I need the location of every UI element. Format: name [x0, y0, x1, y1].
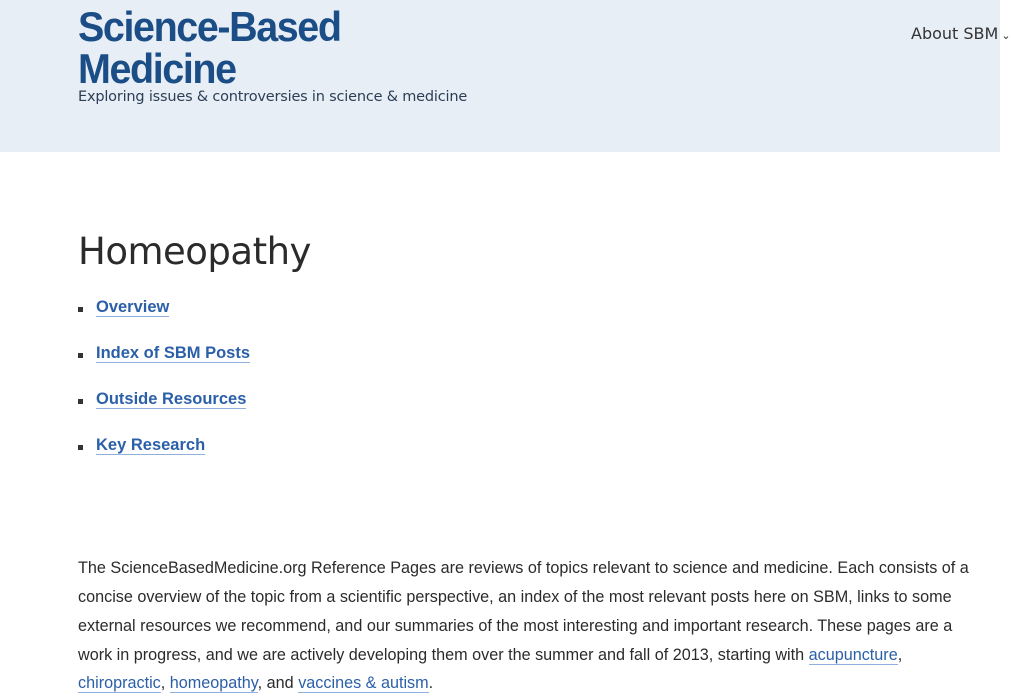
page-title: Homeopathy	[78, 230, 311, 273]
separator: , and	[257, 674, 299, 693]
link-acupuncture[interactable]: acupuncture	[808, 645, 898, 664]
link-vaccines-autism[interactable]: vaccines & autism	[298, 674, 429, 693]
logo-line-2: Medicine	[78, 45, 236, 92]
intro-text: The ScienceBasedMedicine.org Reference Pages are reviews of topics relevant to science and medicine. Each consists of a concise overview of the topic from a scientific perspective, an index of the most relevant posts here on SBM, links to some external resources we recommend, and our summaries of the most interesting and important research. These pages are a work in progress, and we are actively developing them over the summer and fall of 2013, starting with	[78, 559, 969, 664]
toc-link-overview[interactable]: Overview	[96, 298, 170, 316]
nav-about-label: About SBM	[911, 24, 999, 43]
period: .	[428, 674, 434, 693]
link-homeopathy[interactable]: homeopathy	[169, 674, 258, 693]
bullet-icon	[78, 353, 83, 358]
toc-link-key-research[interactable]: Key Research	[96, 436, 206, 454]
separator: ,	[897, 645, 903, 664]
toc-link-index-of-sbm-posts[interactable]: Index of SBM Posts	[96, 344, 251, 362]
chevron-down-icon: ⌄	[1001, 29, 1011, 42]
separator: ,	[160, 674, 170, 693]
toc-item-index	[78, 344, 250, 390]
intro-paragraph	[78, 554, 978, 698]
logo-line-1: Science-Based	[78, 3, 341, 50]
site-header	[0, 0, 1011, 152]
bullet-icon	[78, 445, 83, 450]
bullet-icon	[78, 307, 83, 312]
toc-item-outside-resources	[78, 390, 250, 436]
toc-item-overview	[78, 298, 250, 344]
toc-item-key-research	[78, 436, 250, 482]
toc-link-outside-resources[interactable]: Outside Resources	[96, 390, 247, 408]
bullet-icon	[78, 399, 83, 404]
table-of-contents	[78, 298, 250, 482]
nav-about-sbm[interactable]	[911, 24, 1011, 43]
site-logo[interactable]	[78, 3, 341, 92]
site-tagline: Exploring issues & controversies in science & medicine	[78, 89, 468, 105]
link-chiropractic[interactable]: chiropractic	[78, 674, 161, 693]
